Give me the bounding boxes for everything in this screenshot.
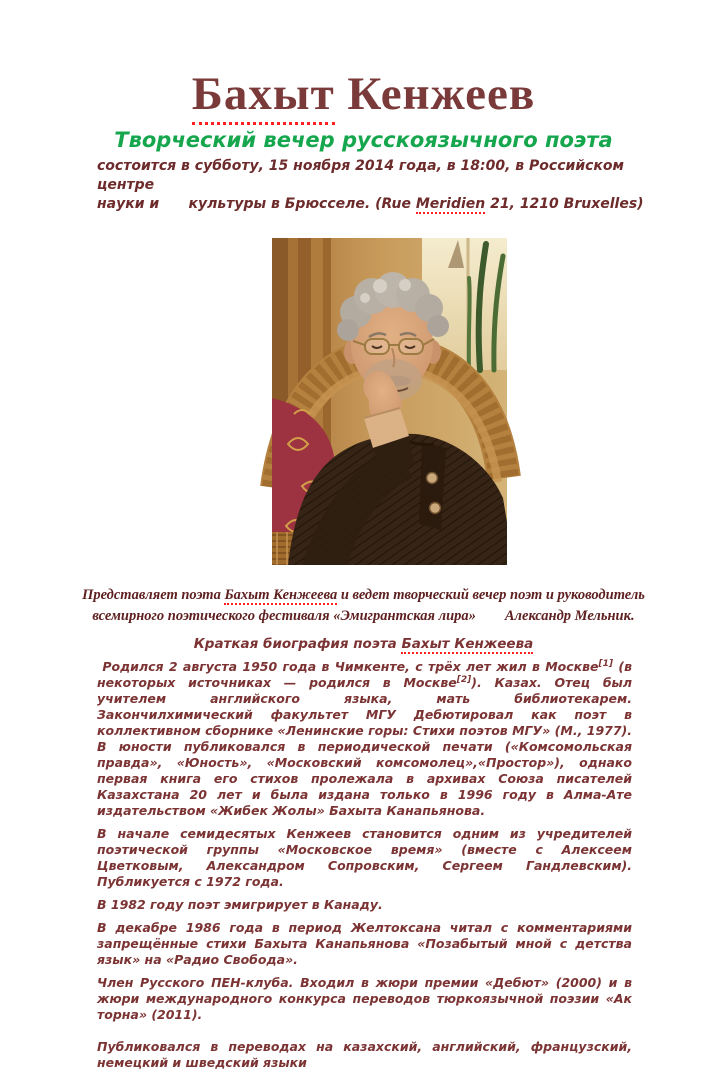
bio-paragraph-1 <box>97 659 632 819</box>
bio-text: (в некоторых источниках — родился в Москве <box>97 658 632 690</box>
event-line-2 <box>97 195 667 214</box>
bio-heading-text: Краткая биография поэта <box>193 635 402 652</box>
presenter-text-tail: и ведет творческий вечер поэт и руководитель <box>337 586 645 603</box>
bio-text: Родился 2 августа 1950 года в Чимкенте, с трёх лет жил в Москве <box>97 658 599 674</box>
poet-photo <box>272 238 507 565</box>
title-last-name: Кенжеев <box>334 68 536 120</box>
page-title <box>0 68 727 121</box>
host-name: Александр Мельник. <box>504 607 635 624</box>
event-line-2-text: науки и культуры в Брюсселе. (Rue <box>97 195 416 212</box>
flyer-page <box>0 68 727 1092</box>
festival-text: всемирного поэтического фестиваля «Эмигрантская лира» <box>92 607 505 624</box>
bio-paragraph-4: В декабре 1986 года в период Желтоксана читал с комментариями запрещённые стихи Бахыта Канапьянова «Позабытый мной с детства язык» на «Радио Свобода». <box>97 919 632 967</box>
presenter-line-1 <box>40 585 687 606</box>
event-line-1: состоится в субботу, 15 ноября 2014 года, в 18:00, в Российском центре <box>97 157 624 193</box>
footnote-ref-1: [1] <box>598 658 614 669</box>
bio-paragraph-5: Член Русского ПЕН-клуба. Входил в жюри премии «Дебют» (2000) и в жюри международного конкурса переводов тюркоязычной поэзии «Ак торна» (2011). <box>97 974 632 1022</box>
bio-heading <box>0 636 727 652</box>
bio-paragraph-2: В начале семидесятых Кенжеев становится одним из учредителей поэтической группы «Московское время» (вместе с Алексеем Цветковым, Александром Сопровским, Сергеем Гандлевским). Публикуется с 1972 года. <box>97 825 632 889</box>
footnote-ref-2: [2] <box>456 674 472 685</box>
presenter-paragraph <box>40 585 687 627</box>
poet-name: Бахыт Кенжеева <box>224 586 338 603</box>
street-name: Meridien <box>415 195 486 212</box>
subtitle: Творческий вечер русскоязычного поэта <box>114 127 613 152</box>
bio-paragraph-3: В 1982 году поэт эмигрирует в Канаду. <box>97 896 383 912</box>
poet-name-heading: Бахыт Кенжеева <box>401 635 534 652</box>
bio-paragraph-6: Публиковался в переводах на казахский, английский, французский, немецкий и шведский языки <box>97 1038 632 1070</box>
presenter-line-2 <box>40 606 687 627</box>
bio-text: ). Казах. Отец был учителем английского языка, мать библиотекарем. Закончилхимический факультет МГУ Дебютировал как поэт в коллективном сборнике «Ленинские горы: Стихи поэтов МГУ» (М., 1977). В юности публиковался в периодической печати («Комсомольская правда», «Юность», «Московский комсомолец»,«Простор»), однако первая книга его стихов пролежала в архивах Союза писателей Казахстана 20 лет и была издана только в 1996 году в Алма-Ате издательством «Жибек Жолы» Бахыта Канапьянова. <box>97 674 633 818</box>
presenter-text: Представляет поэта <box>82 586 225 603</box>
event-details <box>97 157 667 214</box>
event-line-2-tail: 21, 1210 Bruxelles) <box>485 195 644 212</box>
title-first-name: Бахыт <box>192 68 335 125</box>
